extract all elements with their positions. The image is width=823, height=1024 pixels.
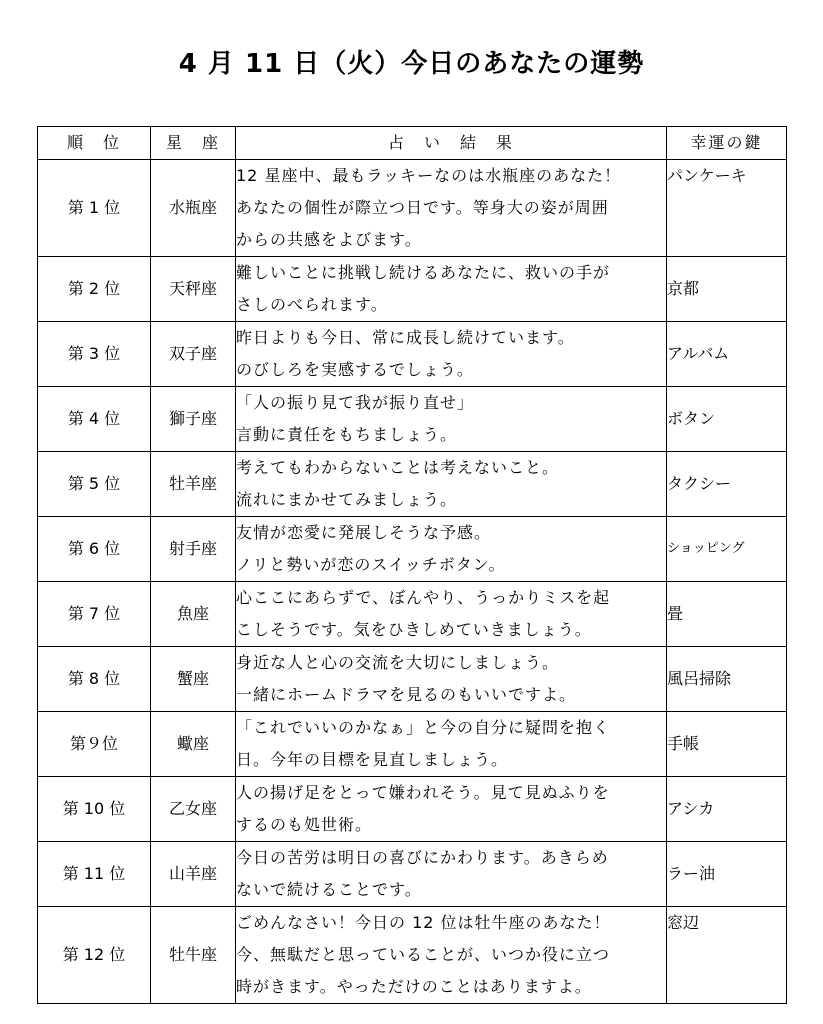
rank-cell: 第 11 位 — [38, 842, 151, 907]
fortune-text-cell — [236, 907, 667, 1004]
rank-cell: 第 2 位 — [38, 257, 151, 322]
table-row — [38, 387, 787, 452]
lucky-key-cell: アルバム — [667, 322, 787, 387]
header-result: 占 い 結 果 — [236, 127, 667, 160]
zodiac-sign-cell: 牡牛座 — [151, 907, 236, 1004]
fortune-text-cell — [236, 582, 667, 647]
lucky-key-cell: 畳 — [667, 582, 787, 647]
table-header-row — [38, 127, 787, 160]
lucky-key-cell: 風呂掃除 — [667, 647, 787, 712]
rank-cell: 第 12 位 — [38, 907, 151, 1004]
fortune-text-line: あなたの個性が際立つ日です。等身大の姿が周囲 — [236, 198, 609, 217]
zodiac-sign-cell: 山羊座 — [151, 842, 236, 907]
rank-cell: 第９位 — [38, 712, 151, 777]
lucky-key-cell: ラー油 — [667, 842, 787, 907]
table-row — [38, 907, 787, 1004]
lucky-key-cell: ショッピング — [667, 517, 787, 582]
header-sign: 星 座 — [151, 127, 236, 160]
header-lucky-key: 幸運の鍵 — [667, 127, 787, 160]
table-row — [38, 647, 787, 712]
table-row — [38, 712, 787, 777]
rank-cell: 第 5 位 — [38, 452, 151, 517]
fortune-text-line: ごめんなさい！今日の 12 位は牡牛座のあなた！ — [236, 913, 611, 932]
lucky-key-cell: パンケーキ — [667, 160, 787, 257]
fortune-text-line: 身近な人と心の交流を大切にしましょう。 — [236, 653, 560, 672]
fortune-text-line: 今日の苦労は明日の喜びにかわります。あきらめ — [236, 848, 609, 867]
zodiac-sign-cell: 蠍座 — [151, 712, 236, 777]
zodiac-sign-cell: 牡羊座 — [151, 452, 236, 517]
fortune-text-line: 時がきます。やっただけのことはありますよ。 — [236, 977, 592, 996]
zodiac-sign-cell: 魚座 — [151, 582, 236, 647]
fortune-text-line: ないで続けることです。 — [236, 880, 422, 899]
fortune-text-cell — [236, 322, 667, 387]
fortune-text-line: さしのべられます。 — [236, 295, 388, 314]
fortune-text-cell — [236, 842, 667, 907]
fortune-text-cell — [236, 777, 667, 842]
fortune-text-line: 今、無駄だと思っていることが、いつか役に立つ — [236, 945, 611, 964]
fortune-text-line: 難しいことに挑戦し続けるあなたに、救いの手が — [236, 263, 611, 282]
zodiac-sign-cell: 蟹座 — [151, 647, 236, 712]
table-row — [38, 582, 787, 647]
rank-cell: 第 10 位 — [38, 777, 151, 842]
table-row — [38, 257, 787, 322]
fortune-text-line: 一緒にホームドラマを見るのもいいですよ。 — [236, 685, 577, 704]
fortune-text-line: 昨日よりも今日、常に成長し続けています。 — [236, 328, 575, 347]
fortune-text-line: ノリと勢いが恋のスイッチボタン。 — [236, 555, 506, 574]
fortune-text-cell — [236, 517, 667, 582]
fortune-text-line: こしそうです。気をひきしめていきましょう。 — [236, 620, 592, 639]
zodiac-sign-cell: 天秤座 — [151, 257, 236, 322]
fortune-text-cell — [236, 712, 667, 777]
fortune-text-line: 人の揚げ足をとって嫌われそう。見て見ぬふりを — [236, 783, 610, 802]
rank-cell: 第 1 位 — [38, 160, 151, 257]
fortune-text-cell — [236, 647, 667, 712]
fortune-text-line: 友情が恋愛に発展しそうな予感。 — [236, 523, 492, 542]
table-row — [38, 160, 787, 257]
fortune-text-line: 流れにまかせてみましょう。 — [236, 490, 458, 509]
fortune-text-cell — [236, 387, 667, 452]
fortune-text-line: 「人の振り見て我が振り直せ」 — [236, 393, 475, 412]
header-rank: 順 位 — [38, 127, 151, 160]
rank-cell: 第 8 位 — [38, 647, 151, 712]
zodiac-sign-cell: 射手座 — [151, 517, 236, 582]
fortune-text-line: するのも処世術。 — [236, 815, 373, 834]
lucky-key-cell: タクシー — [667, 452, 787, 517]
rank-cell: 第 4 位 — [38, 387, 151, 452]
fortune-text-cell — [236, 160, 667, 257]
fortune-text-line: 日。今年の目標を見直しましょう。 — [236, 750, 509, 769]
rank-cell: 第 7 位 — [38, 582, 151, 647]
rank-cell: 第 3 位 — [38, 322, 151, 387]
lucky-key-cell: アシカ — [667, 777, 787, 842]
fortune-text-line: 考えてもわからないことは考えないこと。 — [236, 458, 560, 477]
table-row — [38, 517, 787, 582]
fortune-text-line: からの共感をよびます。 — [236, 230, 422, 249]
fortune-text-line: 心ここにあらずで、ぼんやり、うっかりミスを起 — [236, 588, 611, 607]
lucky-key-cell: 窓辺 — [667, 907, 787, 1004]
zodiac-sign-cell: 獅子座 — [151, 387, 236, 452]
fortune-text-line: 「これでいいのかなぁ」と今の自分に疑問を抱く — [236, 718, 611, 737]
fortune-text-line: 12 星座中、最もラッキーなのは水瓶座のあなた！ — [236, 166, 622, 185]
rank-cell: 第 6 位 — [38, 517, 151, 582]
table-row — [38, 452, 787, 517]
lucky-key-cell: 手帳 — [667, 712, 787, 777]
zodiac-sign-cell: 双子座 — [151, 322, 236, 387]
fortune-table — [37, 126, 787, 1004]
lucky-key-cell: 京都 — [667, 257, 787, 322]
table-row — [38, 777, 787, 842]
fortune-text-cell — [236, 452, 667, 517]
lucky-key-cell: ボタン — [667, 387, 787, 452]
fortune-text-line: 言動に責任をもちましょう。 — [236, 425, 458, 444]
page-title: 4 月 11 日（火）今日のあなたの運勢 — [178, 49, 645, 79]
zodiac-sign-cell: 乙女座 — [151, 777, 236, 842]
fortune-text-line: のびしろを実感するでしょう。 — [236, 360, 474, 379]
fortune-text-cell — [236, 257, 667, 322]
table-row — [38, 322, 787, 387]
table-row — [38, 842, 787, 907]
zodiac-sign-cell: 水瓶座 — [151, 160, 236, 257]
